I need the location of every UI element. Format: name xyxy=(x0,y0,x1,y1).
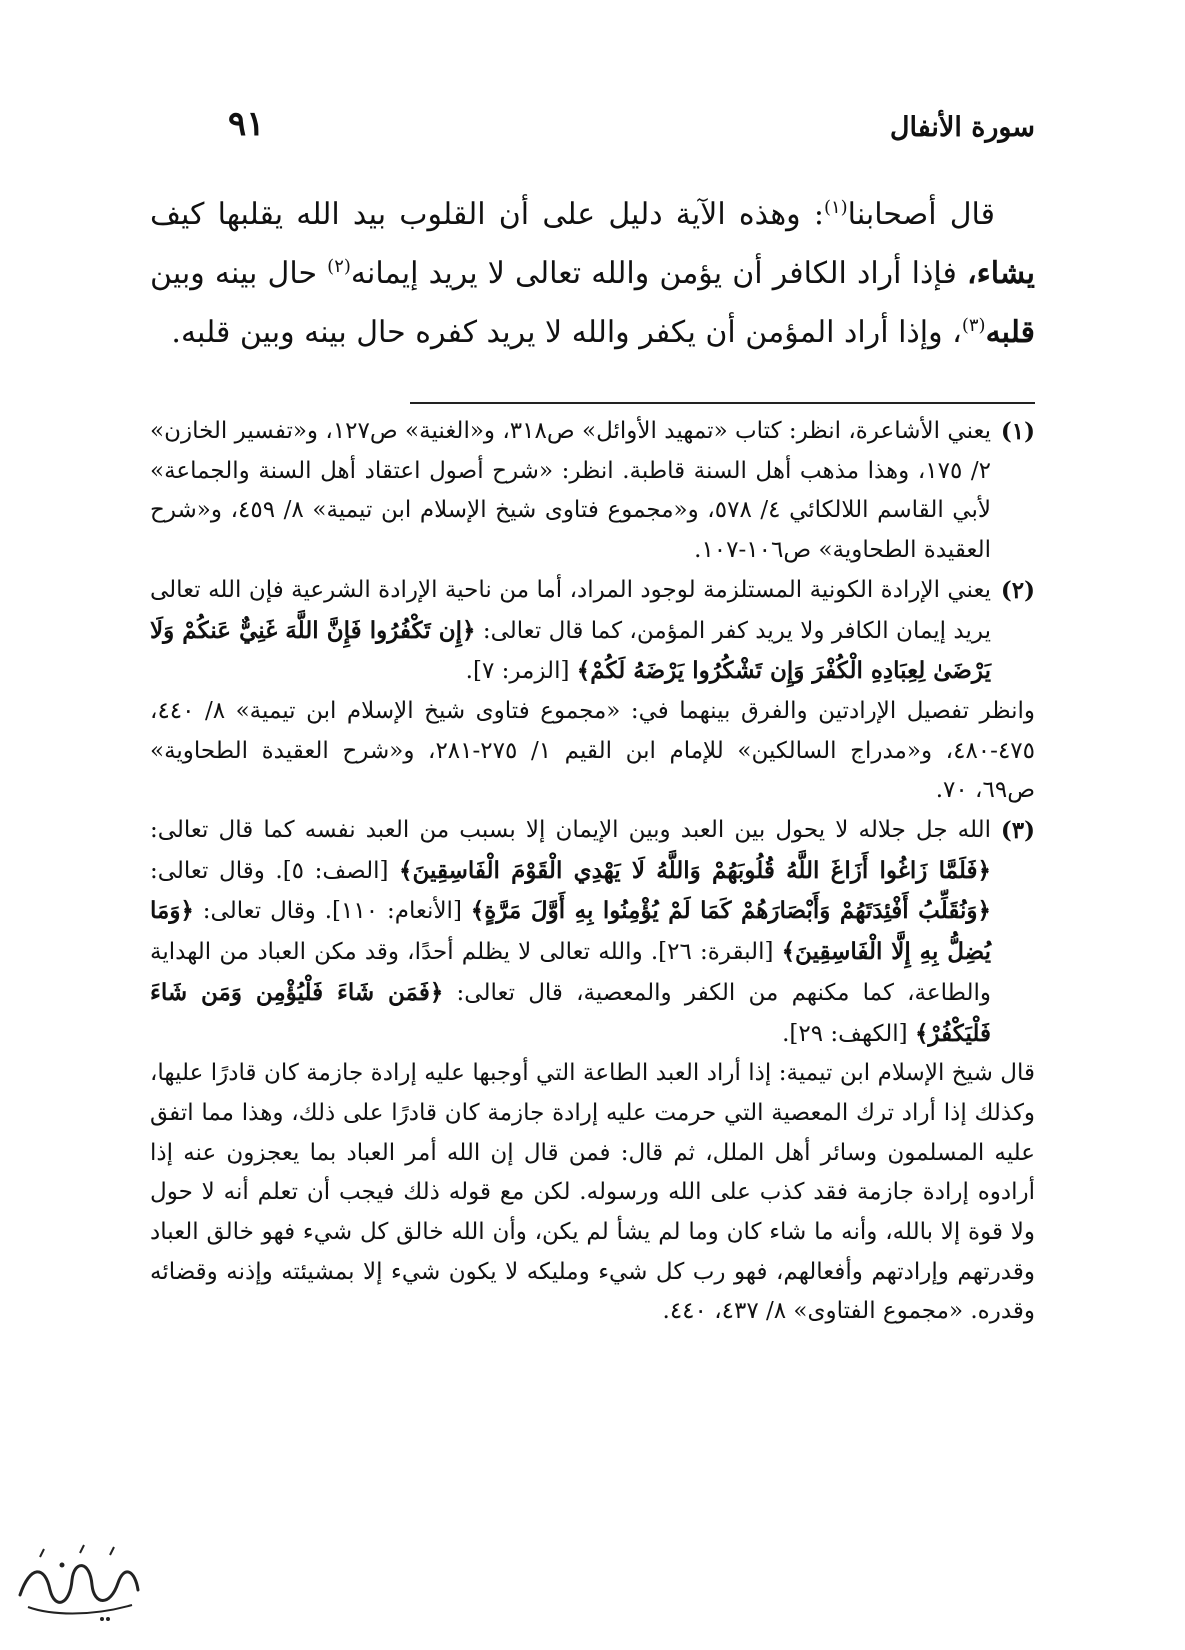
footnote-ref-1: (١) xyxy=(823,197,848,218)
main-text-lead-word: قلبه xyxy=(985,315,1035,350)
quran-quote: ﴿إِن تَكْفُرُوا فَإِنَّ اللَّهَ غَنِيٌّ عَنكُمْ وَلَا يَرْضَىٰ لِعِبَادِهِ الْكُفْرَ وَإِن تَشْكُرُوا يَرْضَهُ لَكُمْ﴾ xyxy=(150,616,991,685)
main-text-lead-word: يشاء، xyxy=(966,256,1035,291)
footnote-2 xyxy=(150,571,1035,692)
main-paragraph xyxy=(150,185,1035,362)
footnote-ref-2: (٢) xyxy=(327,256,351,277)
footnote-number: (١) xyxy=(1000,418,1035,445)
footnote-number: (٢) xyxy=(1000,576,1035,604)
footnote-continuation: وانظر تفصيل الإرادتين والفرق بينهما في: «مجموع فتاوى شيخ الإسلام ابن تيمية» ٨/ ٤٤٠، ٤٧٥-٤٨٠، و«مدراج السالكين» للإمام ابن القيم ١/ ٢٧٥-٢٨١، و«شرح العقيدة الطحاوية» ص٦٩، ٧٠. xyxy=(150,697,1035,804)
footnote-number: (٣) xyxy=(1000,817,1035,845)
footnote-segment: يعني الإرادة الكونية المستلزمة لوجود المراد، أما من ناحية الإرادة الشرعية فإن الله تعالى يريد إيمان الكافر ولا يريد كفر المؤمن، كما قال تعالى: xyxy=(150,576,991,644)
main-text-segment: ، وإذا أراد المؤمن أن يكفر والله لا يريد كفره حال بينه وبين قلبه. xyxy=(171,315,962,350)
footnote-text xyxy=(150,571,991,692)
page-number: ٩١ xyxy=(228,104,265,144)
footnote-ref-3: (٣) xyxy=(961,315,986,336)
footnote-separator xyxy=(410,402,1035,404)
quran-quote: ﴿فَمَن شَاءَ فَلْيُؤْمِن وَمَن شَاءَ فَلْيَكْفُرْ﴾ xyxy=(150,978,991,1047)
main-text-segment: : وهذه الآية دليل على أن القلوب بيد الله يقلبها كيف xyxy=(150,197,824,232)
surah-title: سورة الأنفال xyxy=(889,112,1035,143)
main-text-segment: حال بينه وبين xyxy=(150,256,328,291)
footnote-segment: الله جل جلاله لا يحول بين العبد وبين الإيمان إلا بسبب من العبد نفسه كما قال تعالى: xyxy=(150,817,991,844)
footnote-text: يعني الأشاعرة، انظر: كتاب «تمهيد الأوائل» ص٣١٨، و«الغنية» ص١٢٧، و«تفسير الخازن» ٢/ ١٧٥، وهذا مذهب أهل السنة قاطبة. انظر: «شرح أصول اعتقاد أهل السنة والجماعة» لأبي القاسم اللالكائي ٤/ ٥٧٨، و«مجموع فتاوى شيخ الإسلام ابن تيمية» ٨/ ٤٥٩، و«شرح العقيدة الطحاوية» ص١٠٦-١٠٧. xyxy=(150,418,992,564)
quran-citation: [الزمر: ٧]. xyxy=(465,658,577,685)
footnote-text xyxy=(150,811,991,1054)
publisher-stamp-logo xyxy=(10,1535,150,1630)
quran-quote: ﴿وَنُقَلِّبُ أَفْئِدَتَهُمْ وَأَبْصَارَهُمْ كَمَا لَمْ يُؤْمِنُوا بِهِ أَوَّلَ مَرَّةٍ﴾ xyxy=(470,897,991,925)
quran-citation: [البقرة: ٢٦]. والله تعالى لا يظلم أحدًا، وقد مكن العباد من الهداية والطاعة، كما مكنهم من الكفر والمعصية، قال تعالى: xyxy=(150,939,991,1006)
main-text-segment: قال أصحابنا xyxy=(847,197,995,232)
quran-citation: [الأنعام: ١١٠]. وقال تعالى: xyxy=(193,898,471,925)
quran-quote: ﴿وَمَا يُضِلُّ بِهِ إِلَّا الْفَاسِقِينَ﴾ xyxy=(150,897,991,966)
quran-citation: [الصف: ٥]. وقال تعالى: xyxy=(150,857,400,884)
main-text xyxy=(150,185,1035,362)
footnotes xyxy=(150,412,1035,1332)
quran-quote: ﴿فَلَمَّا زَاغُوا أَزَاغَ اللَّهُ قُلُوبَهُمْ وَاللَّهُ لَا يَهْدِي الْقَوْمَ الْفَاسِقِينَ﴾ xyxy=(399,856,991,884)
footnote-1 xyxy=(150,412,1035,571)
main-text-segment: فإذا أراد الكافر أن يؤمن والله تعالى لا يريد إيمانه xyxy=(350,256,967,291)
footnote-continuation: قال شيخ الإسلام ابن تيمية: إذا أراد العبد الطاعة التي أوجبها عليه إرادة جازمة كان قادرًا عليها، وكذلك إذا أراد ترك المعصية التي حرمت عليه إرادة جازمة كان قادرًا على ذلك، وهذا مما اتفق عليه المسلمون وسائر أهل الملل، ثم قال: فمن قال إن الله أمر العباد بما يعجزون عنه إذا أرادوه إرادة جازمة فقد كذب على الله ورسوله. لكن مع قوله ذلك فيجب أن تعلم أنه لا حول ولا قوة إلا بالله، وأنه ما شاء كان وما لم يشأ لم يكن، وأن الله خالق كل شيء فهو خالق العباد وقدرتهم وإرادتهم وأفعالهم، فهو رب كل شيء ومليكه لا يكون شيء إلا بمشيئته وإذنه وقضائه وقدره. «مجموع الفتاوى» ٨/ ٤٣٧، ٤٤٠. xyxy=(150,1060,1035,1325)
quran-citation: [الكهف: ٢٩]. xyxy=(782,1020,915,1047)
footnote-3 xyxy=(150,811,1035,1054)
